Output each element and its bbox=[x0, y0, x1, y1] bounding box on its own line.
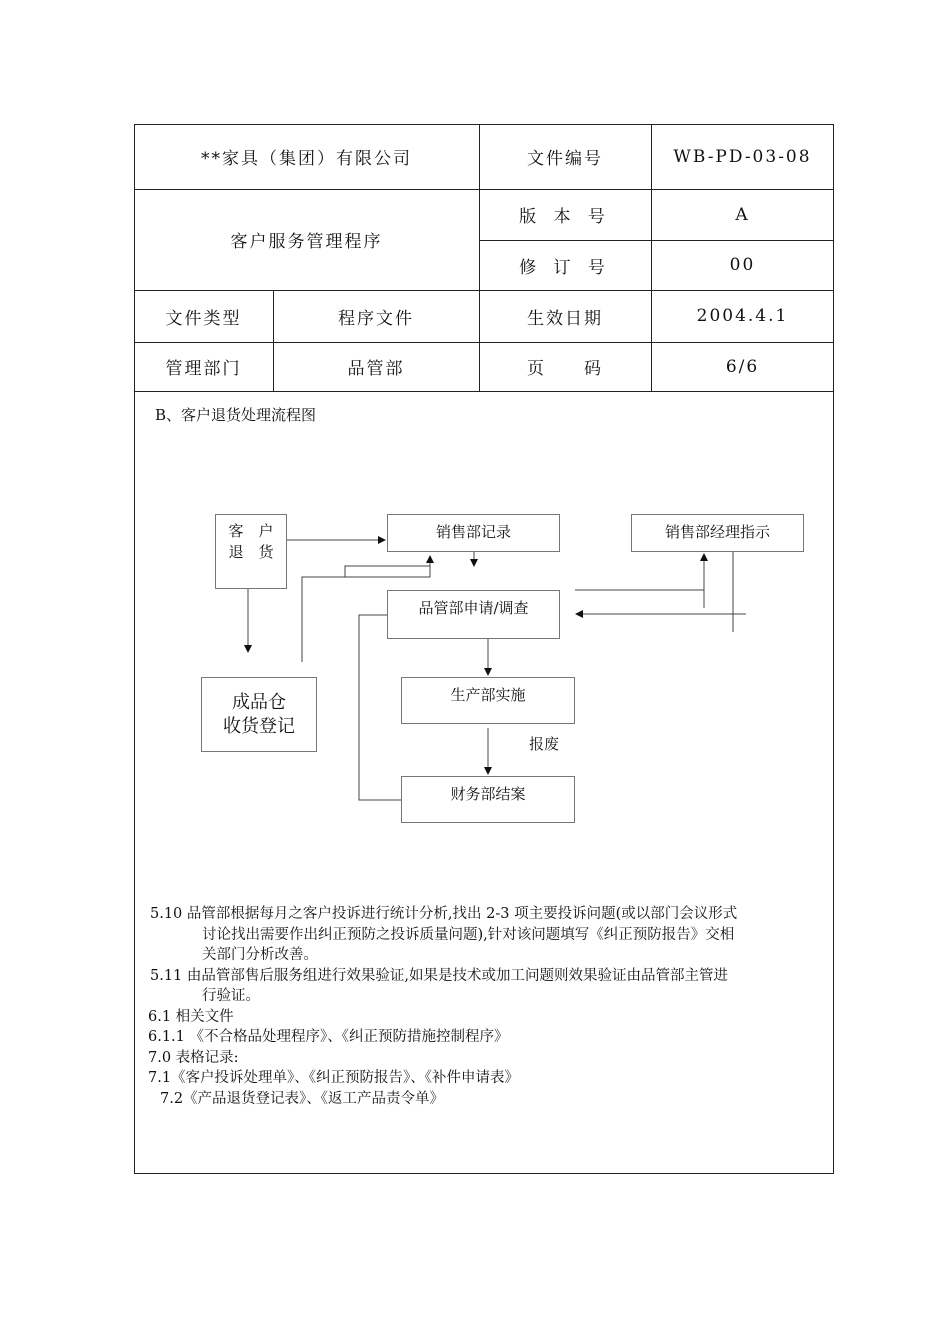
dept-label: 管理部门 bbox=[165, 359, 242, 379]
flow-node-sales-record-label: 销售部记录 bbox=[435, 523, 511, 541]
flow-node-customer-return-line1: 客 户 bbox=[228, 522, 274, 540]
flow-node-customer-return-line2: 退 货 bbox=[228, 543, 274, 561]
para-5-11-line1: 5.11 由品管部售后服务组进行效果验证,如果是技术或加工问题则效果验证由品管部主管进 bbox=[150, 967, 728, 984]
section-7-0: 7.0 表格记录: bbox=[148, 1049, 239, 1066]
connector-warehouse-feedback bbox=[302, 556, 430, 662]
company-name: **家具（集团）有限公司 bbox=[201, 149, 412, 169]
connector-qc-to-finance-loop bbox=[359, 615, 401, 800]
revision-label: 修 订 号 bbox=[519, 257, 611, 278]
flowchart-title: B、客户退货处理流程图 bbox=[155, 406, 317, 424]
section-6-1-1: 6.1.1 《不合格品处理程序》、《纠正预防措施控制程序》 bbox=[148, 1029, 509, 1045]
dept-value: 品管部 bbox=[347, 359, 405, 379]
para-5-10-line3: 关部门分析改善。 bbox=[202, 947, 318, 963]
doc-type-value: 程序文件 bbox=[338, 308, 414, 329]
section-6-1: 6.1 相关文件 bbox=[148, 1008, 234, 1025]
flow-node-production-label: 生产部实施 bbox=[450, 686, 526, 704]
doc-number-value: WB-PD-03-08 bbox=[673, 146, 812, 167]
version-value: A bbox=[735, 204, 750, 225]
flow-node-qc-apply-label: 品管部申请/调查 bbox=[418, 599, 529, 617]
revision-value: 00 bbox=[729, 255, 756, 275]
doc-type-label: 文件类型 bbox=[165, 308, 242, 329]
para-5-11-line2: 行验证。 bbox=[202, 988, 260, 1004]
body-text bbox=[150, 904, 830, 1109]
page-label: 页 码 bbox=[527, 359, 603, 379]
flow-node-finance-label: 财务部结案 bbox=[450, 785, 526, 803]
version-label: 版 本 号 bbox=[519, 207, 611, 227]
para-5-10-line2: 讨论找出需要作出纠正预防之投诉质量问题),针对该问题填写《纠正预防报告》交相 bbox=[202, 926, 735, 943]
page-value: 6/6 bbox=[725, 356, 760, 377]
para-5-10-line1: 5.10 品管部根据每月之客户投诉进行统计分析,找出 2-3 项主要投诉问题(或以部门会议形式 bbox=[150, 906, 738, 922]
flow-label-scrap: 报废 bbox=[529, 735, 560, 753]
effective-date-label: 生效日期 bbox=[527, 308, 603, 329]
section-7-1: 7.1《客户投诉处理单》、《纠正预防报告》、《补件申请表》 bbox=[148, 1070, 520, 1086]
flow-node-warehouse-line2: 收货登记 bbox=[223, 715, 295, 737]
section-7-2: 7.2《产品退货登记表》、《返工产品责令单》 bbox=[160, 1090, 445, 1107]
doc-number-label: 文件编号 bbox=[527, 149, 603, 169]
connector-warehouse-feedback-inner bbox=[345, 566, 430, 577]
flow-node-warehouse-line1: 成品仓 bbox=[232, 691, 286, 713]
effective-date-value: 2004.4.1 bbox=[696, 306, 789, 326]
document-title: 客户服务管理程序 bbox=[230, 232, 383, 252]
flow-node-sales-manager-label: 销售部经理指示 bbox=[664, 523, 770, 541]
